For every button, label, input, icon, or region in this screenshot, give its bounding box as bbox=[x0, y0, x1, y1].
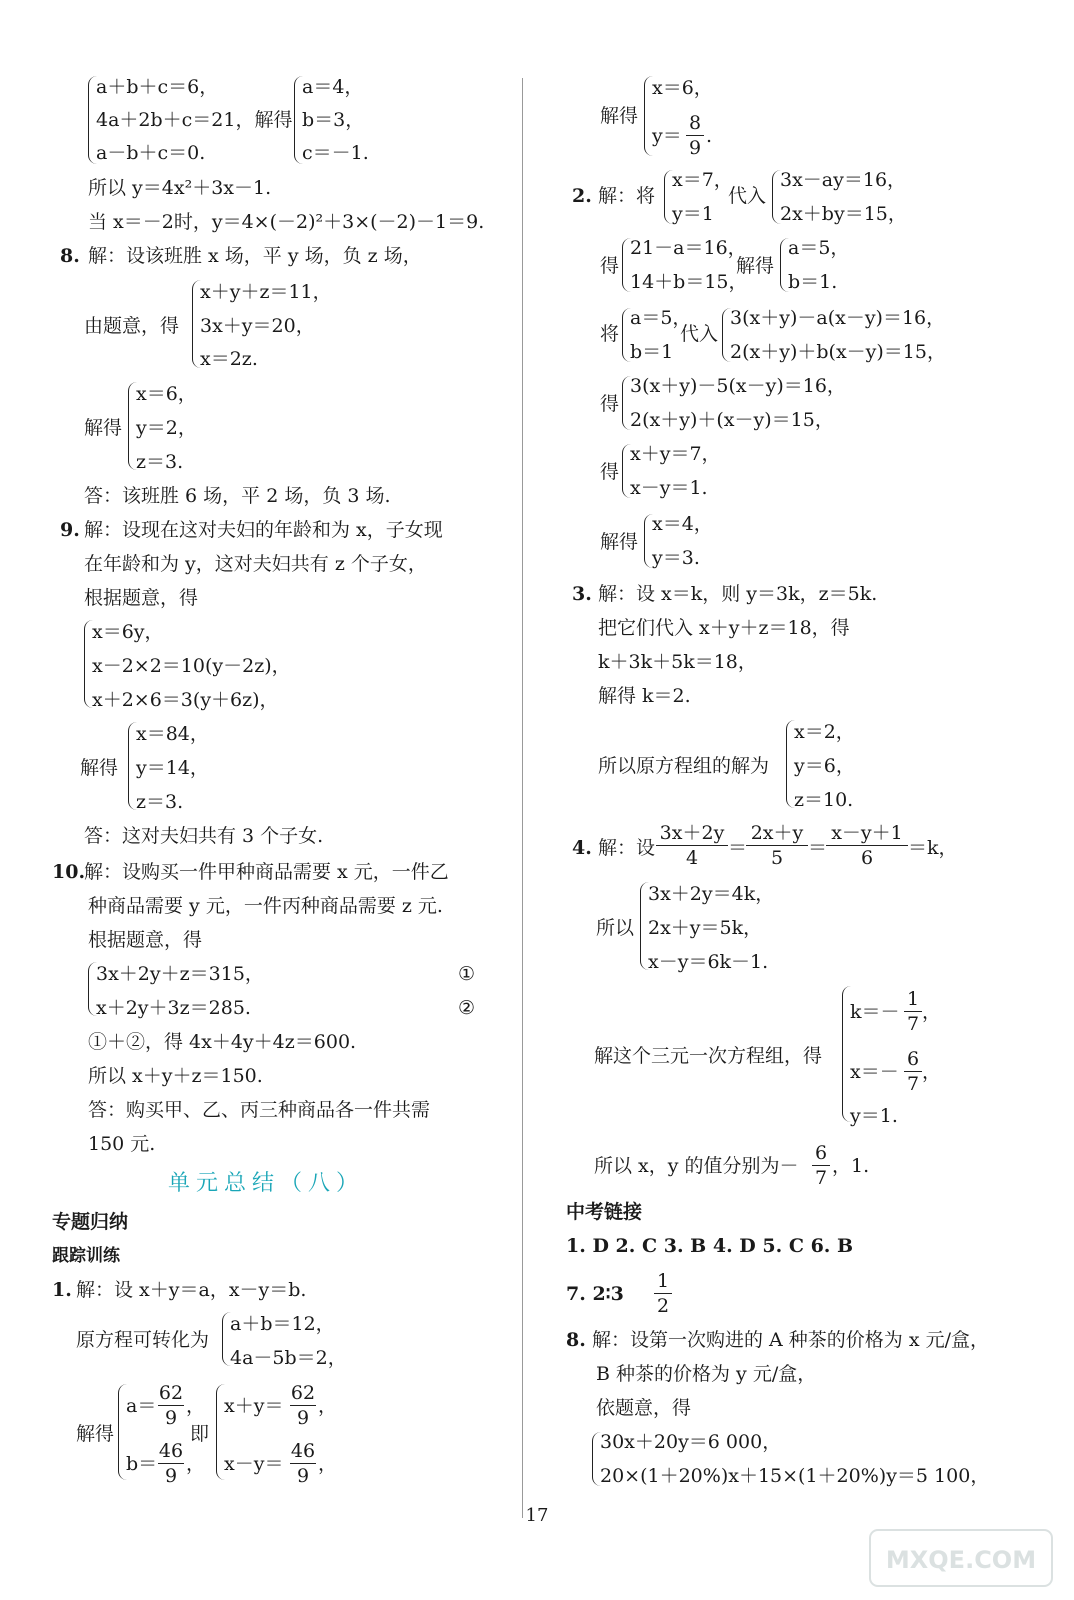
solution-line: x－y＝ bbox=[224, 1453, 284, 1475]
text-line: 得 bbox=[600, 393, 620, 415]
equation-line: 30x＋20y＝6 000， bbox=[600, 1431, 782, 1453]
denominator: 4 bbox=[685, 847, 699, 869]
equation-line: 4a＋2b＋c＝21，解得 bbox=[96, 109, 293, 131]
punctuation: ， bbox=[186, 1395, 206, 1417]
equation-line: a＋b＝12， bbox=[230, 1313, 335, 1335]
text-line: 代入 bbox=[728, 185, 767, 207]
question-number: 3. bbox=[572, 583, 592, 605]
text-line: 解得 bbox=[80, 757, 119, 779]
text-line: 根据题意，得 bbox=[84, 587, 199, 609]
question-number: 8. bbox=[60, 245, 80, 267]
text-line: 原方程可转化为 bbox=[76, 1329, 210, 1351]
numerator: 6 bbox=[906, 1048, 920, 1070]
equation-line: 2x＋y＝5k， bbox=[648, 917, 763, 939]
numerator: 46 bbox=[158, 1440, 184, 1462]
fraction bbox=[904, 988, 922, 1035]
text-line: 解：设购买一件甲种商品需要 x 元，一件乙 bbox=[84, 861, 449, 883]
punctuation: . bbox=[706, 125, 713, 147]
equation-marker: ② bbox=[458, 997, 476, 1019]
punctuation: ， bbox=[318, 1453, 338, 1475]
text-line: 得 bbox=[600, 461, 620, 483]
equation-line: 3x＋y＝20， bbox=[200, 315, 315, 337]
text-line: B 种茶的价格为 y 元/盒， bbox=[596, 1363, 817, 1385]
equation-line: 2(x＋y)＋(x－y)＝15， bbox=[630, 409, 834, 431]
text-line: 所以 x，y 的值分别为－ bbox=[594, 1155, 799, 1177]
text-line: 根据题意，得 bbox=[88, 929, 203, 951]
text-line: ①＋②，得 4x＋4y＋4z＝600. bbox=[88, 1031, 357, 1053]
text-line: 即 bbox=[190, 1423, 210, 1445]
equation-line: y＝1 bbox=[672, 203, 714, 225]
equation-line: b＝1 bbox=[630, 341, 674, 363]
text-line: 解这个三元一次方程组，得 bbox=[594, 1045, 823, 1067]
numerator: 1 bbox=[656, 1270, 670, 1292]
text-line: 解：设 bbox=[598, 837, 656, 859]
numerator: x－y＋1 bbox=[831, 822, 903, 844]
equation-line: a－b＋c＝0. bbox=[96, 142, 206, 164]
fraction bbox=[812, 1142, 830, 1189]
equation-line: x－2×2＝10(y－2z)， bbox=[92, 655, 291, 677]
text-line: 解：设 x＋y＝a，x－y＝b. bbox=[76, 1279, 307, 1301]
text-line: 依题意，得 bbox=[596, 1397, 692, 1419]
text-line: 解得 bbox=[600, 105, 639, 127]
equation-line: x＝6y， bbox=[92, 621, 164, 643]
fraction bbox=[746, 822, 808, 869]
equation-line: 2(x＋y)＋b(x－y)＝15， bbox=[730, 341, 946, 363]
topic-heading: 专题归纳 bbox=[52, 1211, 129, 1233]
denominator: 9 bbox=[688, 137, 702, 159]
text-line: ，1. bbox=[832, 1155, 870, 1177]
column-divider bbox=[522, 78, 523, 1518]
text-line: k＋3k＋5k＝18， bbox=[598, 651, 757, 673]
equation-line: x＝7， bbox=[672, 169, 733, 191]
denominator: 7 bbox=[906, 1013, 920, 1035]
equation-line: 2x＋by＝15， bbox=[780, 203, 907, 225]
numerator: 3x＋2y bbox=[659, 822, 725, 844]
equation-line: 4a－5b＝2， bbox=[230, 1347, 347, 1369]
text-line: 所以 bbox=[596, 917, 635, 939]
equation-line: 3x－ay＝16， bbox=[780, 169, 907, 191]
solution-line: a＝5， bbox=[788, 237, 850, 259]
question-answer: 7. 2∶3 bbox=[566, 1283, 624, 1305]
solution-line: k＝－ bbox=[850, 1001, 900, 1023]
equation-line: a＝5， bbox=[630, 307, 692, 329]
text-line: 代入 bbox=[680, 323, 719, 345]
answer-line: 答：该班胜 6 场，平 2 场，负 3 场. bbox=[84, 485, 391, 507]
fraction bbox=[158, 1382, 184, 1429]
text-line: 解得 bbox=[76, 1423, 115, 1445]
equation-line: 20×(1＋20%)x＋15×(1＋20%)y＝5 100， bbox=[600, 1465, 990, 1487]
answer-line: 答：购买甲、乙、丙三种商品各一件共需 bbox=[88, 1099, 431, 1121]
equation-line: 3x＋2y＋z＝315， bbox=[96, 963, 264, 985]
solution-line: y＝6， bbox=[794, 755, 855, 777]
denominator: 9 bbox=[296, 1407, 310, 1429]
watermark-logo bbox=[866, 1526, 1056, 1590]
solution-line: z＝10. bbox=[794, 789, 854, 811]
fraction bbox=[656, 822, 728, 869]
text-line: 解：将 bbox=[598, 185, 656, 207]
numerator: 2x＋y bbox=[750, 822, 804, 844]
question-number: 9. bbox=[60, 519, 80, 541]
denominator: 9 bbox=[296, 1465, 310, 1487]
solution-line: z＝3. bbox=[136, 451, 184, 473]
solution-line: x＝6， bbox=[136, 383, 197, 405]
equation-line: x－y＝1. bbox=[630, 477, 708, 499]
fraction bbox=[654, 1270, 672, 1317]
equation-line: x＝2z. bbox=[200, 348, 258, 370]
denominator: 5 bbox=[770, 847, 784, 869]
denominator: 6 bbox=[860, 847, 874, 869]
text-line: 解：设现在这对夫妇的年龄和为 x，子女现 bbox=[84, 519, 443, 541]
text-line: ＝k， bbox=[908, 837, 958, 859]
answer-line: 答：这对夫妇共有 3 个子女. bbox=[84, 825, 324, 847]
question-number: 1. bbox=[52, 1279, 72, 1301]
text-line: 解得 k＝2. bbox=[598, 685, 691, 707]
numerator: 6 bbox=[814, 1142, 828, 1164]
text-line: 解得 bbox=[84, 417, 123, 439]
equation-line: x＋y＋z＝11， bbox=[200, 281, 332, 303]
question-number: 10. bbox=[52, 861, 86, 883]
punctuation: ， bbox=[922, 1061, 942, 1083]
solution-line: y＝ bbox=[652, 125, 682, 147]
question-number: 8. bbox=[566, 1329, 586, 1351]
denominator: 9 bbox=[164, 1407, 178, 1429]
fraction bbox=[826, 822, 908, 869]
text-line: 解：设该班胜 x 场，平 y 场，负 z 场， bbox=[88, 245, 422, 267]
denominator: 2 bbox=[656, 1295, 670, 1317]
numerator: 62 bbox=[158, 1382, 184, 1404]
text-line: 种商品需要 y 元，一件丙种商品需要 z 元. bbox=[88, 895, 443, 917]
text-line: 所以原方程组的解为 bbox=[598, 755, 770, 777]
equation-line: 3(x＋y)－5(x－y)＝16， bbox=[630, 375, 846, 397]
solution-line: y＝14， bbox=[136, 757, 209, 779]
punctuation: ， bbox=[186, 1453, 206, 1475]
solution-line: y＝2， bbox=[136, 417, 197, 439]
text-line: 当 x＝－2时，y＝4×(－2)²＋3×(－2)－1＝9. bbox=[88, 211, 485, 233]
operator: ＝ bbox=[808, 837, 828, 859]
numerator: 8 bbox=[688, 112, 702, 134]
equation-line: 14＋b＝15， bbox=[630, 271, 748, 293]
text-line: 解得 bbox=[600, 531, 639, 553]
unit-summary-title: 单元总结（八） bbox=[168, 1171, 365, 1196]
equation-line: x－y＝6k－1. bbox=[648, 951, 769, 973]
solution-line: x＝2， bbox=[794, 721, 855, 743]
solution-line: x＝4， bbox=[652, 513, 713, 535]
punctuation: ， bbox=[318, 1395, 338, 1417]
fraction bbox=[686, 112, 704, 159]
solution-line: b＝1. bbox=[788, 271, 838, 293]
solution-line: a＝ bbox=[126, 1395, 157, 1417]
watermark-text: MXQE.COM bbox=[885, 1546, 1037, 1574]
denominator: 7 bbox=[814, 1167, 828, 1189]
training-heading: 跟踪训练 bbox=[52, 1246, 120, 1266]
solution-line: x＋y＝ bbox=[224, 1395, 284, 1417]
multiple-choice-answers: 1. D 2. C 3. B 4. D 5. C 6. B bbox=[566, 1235, 854, 1257]
solution-line: x＝－ bbox=[850, 1061, 899, 1083]
text-line: 解：设第一次购进的 A 种茶的价格为 x 元/盒， bbox=[592, 1329, 989, 1351]
solution-line: z＝3. bbox=[136, 791, 184, 813]
fraction bbox=[904, 1048, 922, 1095]
equation-line: 3(x＋y)－a(x－y)＝16， bbox=[730, 307, 946, 329]
text-line: 所以 y＝4x²＋3x－1. bbox=[88, 177, 272, 199]
text-line: 解：设 x＝k，则 y＝3k，z＝5k. bbox=[598, 583, 878, 605]
denominator: 7 bbox=[906, 1073, 920, 1095]
text-line: 在年龄和为 y，这对夫妇共有 z 个子女， bbox=[84, 553, 427, 575]
fraction bbox=[290, 1382, 316, 1429]
solution-line: a＝4， bbox=[302, 76, 364, 98]
solution-line: c＝－1. bbox=[302, 142, 369, 164]
question-number: 4. bbox=[572, 837, 592, 859]
solution-line: b＝ bbox=[126, 1453, 158, 1475]
solution-line: x＝84， bbox=[136, 723, 209, 745]
solution-line: x＝6， bbox=[652, 77, 713, 99]
text-line: 所以 x＋y＋z＝150. bbox=[88, 1065, 263, 1087]
denominator: 9 bbox=[164, 1465, 178, 1487]
equation-marker: ① bbox=[458, 963, 476, 985]
page-number: 17 bbox=[525, 1505, 549, 1526]
punctuation: ， bbox=[922, 1001, 942, 1023]
solution-line: y＝3. bbox=[652, 547, 700, 569]
fraction bbox=[158, 1440, 184, 1487]
equation-line: 3x＋2y＝4k， bbox=[648, 883, 775, 905]
question-number: 2. bbox=[572, 185, 592, 207]
text-line: 得 bbox=[600, 255, 620, 277]
answer-line: 150 元. bbox=[88, 1133, 156, 1155]
equation-line: x＋2y＋3z＝285. bbox=[96, 997, 251, 1019]
equation-line: x＋2×6＝3(y＋6z)， bbox=[92, 689, 279, 711]
solution-line: b＝3， bbox=[302, 109, 365, 131]
text-line: 把它们代入 x＋y＋z＝18，得 bbox=[598, 617, 850, 639]
equation-line: x＋y＝7， bbox=[630, 443, 721, 465]
fraction bbox=[290, 1440, 316, 1487]
text-line: 解得 bbox=[736, 255, 775, 277]
exam-link-heading: 中考链接 bbox=[566, 1201, 643, 1223]
text-line: 由题意，得 bbox=[84, 315, 180, 337]
numerator: 46 bbox=[290, 1440, 316, 1462]
numerator: 62 bbox=[290, 1382, 316, 1404]
solution-line: y＝1. bbox=[850, 1105, 898, 1127]
equation-line: 21－a＝16， bbox=[630, 237, 747, 259]
numerator: 1 bbox=[906, 988, 920, 1010]
operator: ＝ bbox=[728, 837, 748, 859]
text-line: 将 bbox=[600, 323, 620, 345]
equation-line: a＋b＋c＝6， bbox=[96, 76, 219, 98]
